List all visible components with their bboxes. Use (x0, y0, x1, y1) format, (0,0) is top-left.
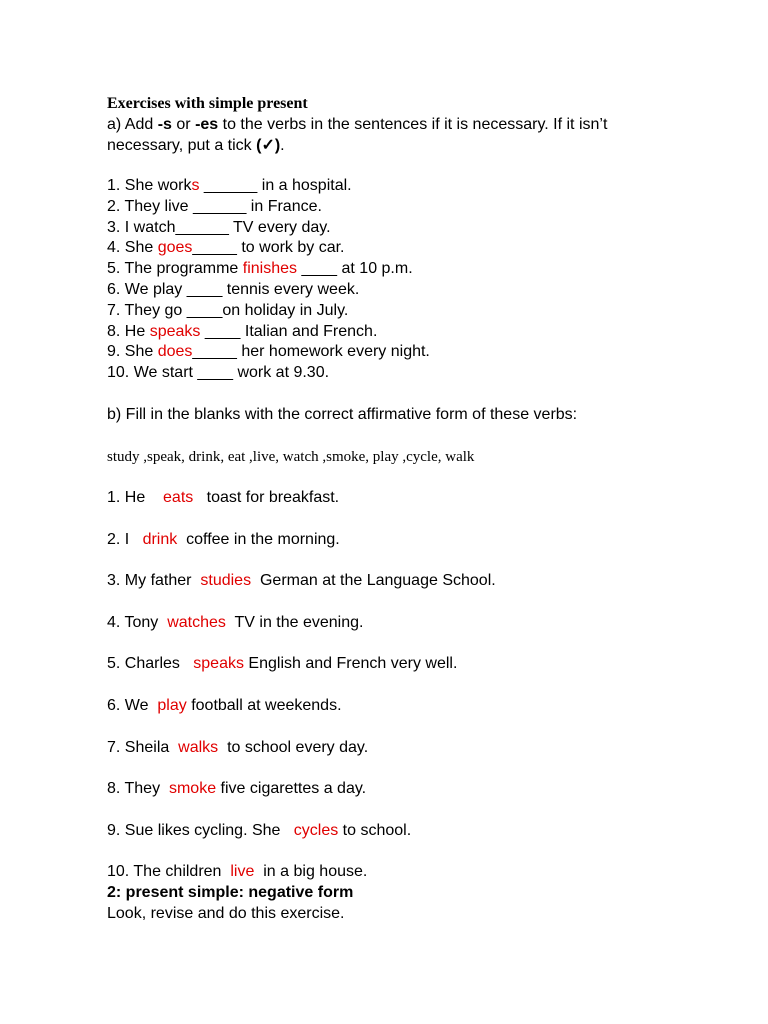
section-2-heading: 2: present simple: negative form (107, 884, 354, 901)
exercise-item (107, 342, 430, 361)
answer-text: play (157, 697, 187, 714)
exercise-item (107, 322, 377, 341)
answer-text: finishes (242, 260, 298, 278)
exercise-item (107, 654, 457, 673)
answer-text: drink (142, 530, 178, 548)
exercise-item (107, 488, 339, 507)
item-text: 4. She (107, 239, 158, 257)
section-2-instruction: Look, revise and do this exercise. (107, 905, 345, 922)
answer-text: watches (167, 613, 226, 631)
exercise-item (107, 779, 366, 798)
item-text: to school. (338, 821, 412, 839)
answer-text: s (191, 177, 200, 194)
exercise-item (107, 696, 342, 715)
exercise-item (107, 571, 496, 590)
item-text: 5. The programme (107, 260, 243, 278)
answer-text: studies (200, 572, 252, 590)
tick-mark: (✓) (256, 137, 281, 154)
item-text: 6. We (107, 697, 158, 714)
item-text: 7. They go ____on holiday in July. (107, 301, 349, 319)
item-text: 8. They (107, 780, 169, 798)
item-text: ____ Italian and French. (200, 322, 378, 340)
exercise-item (107, 280, 359, 299)
item-text: five cigarettes a day. (216, 780, 367, 798)
answer-text: speaks (149, 322, 201, 340)
exercise-item (107, 176, 352, 195)
suffix-es: -es (195, 116, 219, 133)
answer-text: cycles (293, 821, 339, 839)
verb-list: study ,speak, drink, eat ,live, watch ,smoke, play ,cycle, walk (107, 449, 475, 465)
item-text: _____ her homework every night. (192, 343, 430, 361)
item-text: 1. She work (107, 177, 192, 194)
item-text: ______ in a hospital. (199, 177, 352, 194)
item-text: coffee in the morning. (177, 530, 340, 548)
suffix-s: -s (157, 116, 172, 133)
item-text: 2. They live ______ in France. (107, 197, 322, 215)
part-a-instruction-line-1 (107, 115, 607, 134)
exercise-item (107, 738, 368, 757)
answer-text: smoke (168, 780, 217, 798)
answer-text: speaks (193, 655, 244, 673)
exercise-item (107, 197, 322, 216)
exercise-item (107, 238, 345, 257)
item-text: 3. My father (107, 572, 201, 590)
item-text: German at the Language School. (251, 572, 496, 590)
item-text: to school every day. (218, 738, 369, 756)
text: to the verbs in the sentences if it is necessary. If it isn’t (218, 116, 608, 133)
text: or (171, 116, 196, 133)
text: necessary, put a tick (107, 137, 257, 154)
item-text: TV in the evening. (225, 613, 364, 631)
item-text: 10. We start ____ work at 9.30. (107, 364, 330, 382)
item-text: 1. He (107, 489, 164, 506)
answer-text: live (230, 863, 255, 881)
item-text: 6. We play ____ tennis every week. (107, 281, 360, 298)
item-text: ____ at 10 p.m. (297, 260, 413, 278)
item-text: _____ to work by car. (192, 239, 345, 257)
answer-text: does (157, 343, 193, 361)
item-text: 9. Sue likes cycling. She (107, 821, 294, 839)
part-a-instruction-line-2 (107, 136, 285, 155)
exercise-item (107, 301, 348, 320)
item-text: 5. Charles (107, 655, 194, 673)
exercise-item (107, 363, 329, 382)
item-text: 9. She (107, 343, 158, 361)
text: a) Add (107, 116, 158, 133)
item-text: 10. The children (107, 863, 231, 881)
answer-text: walks (178, 738, 219, 756)
item-text: 4. Tony (107, 613, 168, 631)
item-text: toast for breakfast. (193, 489, 340, 506)
text: . (280, 137, 285, 154)
exercise-item (107, 821, 411, 840)
item-text: 2. I (107, 530, 143, 548)
answer-text: eats (163, 489, 194, 506)
answer-text: goes (157, 239, 193, 257)
page-title: Exercises with simple present (107, 95, 308, 112)
part-b-instruction: b) Fill in the blanks with the correct affirmative form of these verbs: (107, 406, 578, 423)
exercise-item (107, 862, 367, 881)
exercise-item (107, 259, 413, 278)
exercise-item (107, 530, 340, 549)
exercise-item (107, 613, 363, 632)
item-text: 8. He (107, 322, 150, 340)
item-text: 3. I watch______ TV every day. (107, 218, 331, 236)
item-text: football at weekends. (186, 697, 342, 714)
item-text: English and French very well. (243, 655, 458, 673)
item-text: in a big house. (254, 863, 368, 881)
exercise-item (107, 218, 331, 237)
item-text: 7. Sheila (107, 738, 179, 756)
